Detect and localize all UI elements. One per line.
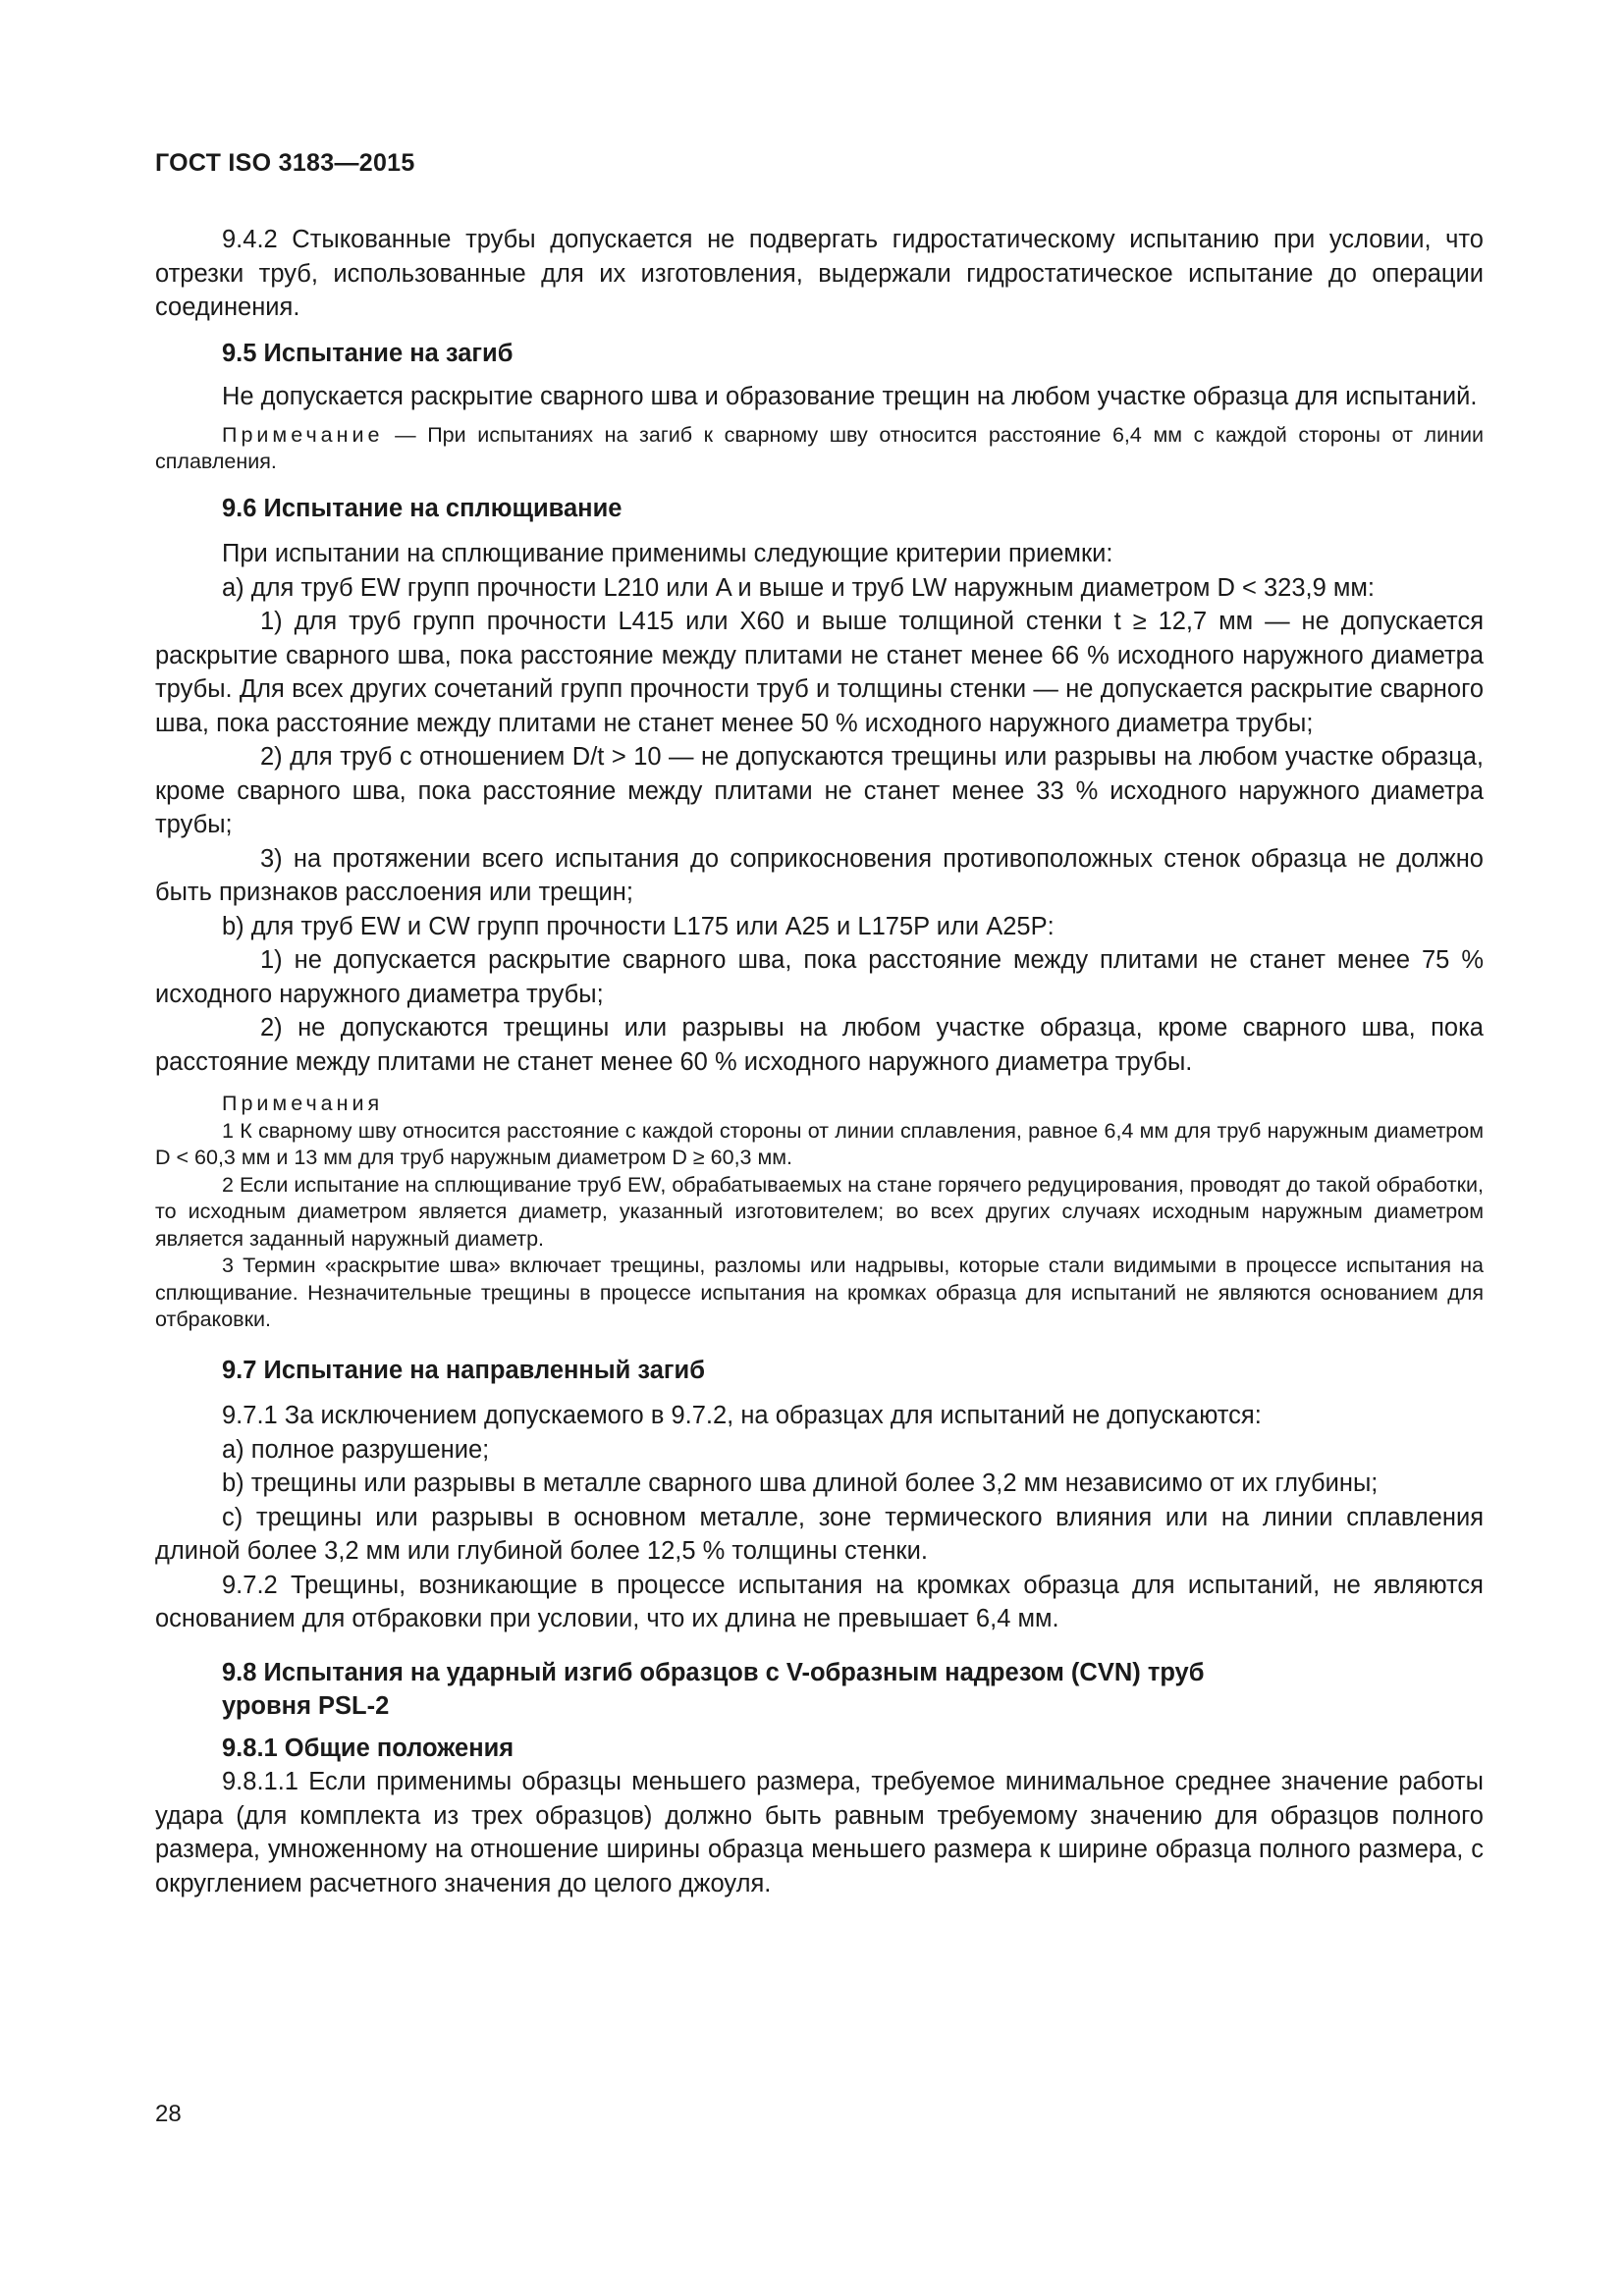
list-item-b1: 1) не допускается раскрытие сварного шва, пока расстояние между плитами не станет менее 75 % исходного наружного диаметра трубы;	[155, 946, 1484, 1008]
paragraph-9-4-2: 9.4.2 Стыкованные трубы допускается не подвергать гидростатическому испытанию при условии, что отрезки труб, использованные для их изготовления, выдержали гидростатическое испытание до операции соединения.	[155, 226, 1484, 321]
section-title-9-5: 9.5 Испытание на загиб	[222, 339, 514, 367]
note-label: Примечание	[222, 422, 384, 447]
list-item-b2: 2) не допускаются трещины или разрывы на любом участке образца, кроме сварного шва, пока расстояние между плитами не станет менее 60 % исходного наружного диаметра трубы.	[155, 1014, 1484, 1076]
note-2: 2 Если испытание на сплющивание труб EW, обрабатываемых на стане горячего редуцирования, проводят до такой обработки, то исходным диаметром является диаметр, указанный изготовителем; во всех других случаях исходным наружным диаметром является заданный наружный диаметр.	[155, 1172, 1484, 1251]
list-item-a1: 1) для труб групп прочности L415 или X60 и выше толщиной стенки t ≥ 12,7 мм — не допускается раскрытие сварного шва, пока расстояние между плитами не станет менее 66 % исходного наружного диаметра трубы. Для всех других сочетаний групп прочности труб и толщины стенки — не допускается раскрытие сварного шва, пока расстояние между плитами не станет менее 50 % исходного наружного диаметра трубы;	[155, 608, 1484, 737]
document-header: ГОСТ ISO 3183—2015	[155, 149, 415, 177]
paragraph-9-7-2: 9.7.2 Трещины, возникающие в процессе испытания на кромках образца для испытаний, не являются основанием для отбраковки при условии, что их длина не превышает 6,4 мм.	[155, 1571, 1484, 1632]
section-title-9-8: 9.8 Испытания на ударный изгиб образцов с V-образным надрезом (CVN) труб	[222, 1658, 1205, 1686]
paragraph-9-6-intro: При испытании на сплющивание применимы следующие критерии приемки:	[222, 540, 1113, 567]
paragraph-9-8-1-1: 9.8.1.1 Если применимы образцы меньшего размера, требуемое минимальное среднее значение работы удара (для комплекта из трех образцов) должно быть равным требуемому значению для образцов полного размера, умноженному на отношение ширины образца меньшего размера к ширине образца полного размера, с округлением расчетного значения до целого джоуля.	[155, 1768, 1484, 1897]
list-item-9-7-b: b) трещины или разрывы в металле сварного шва длиной более 3,2 мм независимо от их глубины;	[222, 1469, 1379, 1497]
subsection-title-9-8-1: 9.8.1 Общие положения	[222, 1734, 514, 1762]
section-title-9-7: 9.7 Испытание на направленный загиб	[222, 1356, 705, 1384]
document-body	[155, 223, 1484, 1900]
notes-9-6	[155, 1091, 1484, 1334]
note-9-5	[155, 422, 1484, 476]
list-item-9-7-a: a) полное разрушение;	[222, 1435, 490, 1464]
paragraph-9-5: Не допускается раскрытие сварного шва и образование трещин на любом участке образца для испытаний.	[222, 383, 1478, 410]
list-item-a2: 2) для труб с отношением D/t > 10 — не допускаются трещины или разрывы на любом участке образца, кроме сварного шва, пока расстояние между плитами не станет менее 33 % исходного наружного диаметра трубы;	[155, 743, 1484, 838]
list-item-a3: 3) на протяжении всего испытания до соприкосновения противоположных стенок образца не должно быть признаков расслоения или трещин;	[155, 844, 1484, 906]
note-text: — При испытаниях на загиб к сварному шву относится расстояние 6,4 мм с каждой стороны от линии сплавления.	[155, 422, 1484, 473]
list-item-9-7-c: c) трещины или разрывы в основном металле, зоне термического влияния или на линии сплавления длиной более 3,2 мм или глубиной более 12,5 % толщины стенки.	[155, 1503, 1484, 1565]
page-number: 28	[155, 2101, 182, 2127]
list-item-b: b) для труб EW и CW групп прочности L175 или A25 и L175P или A25P:	[222, 912, 1055, 940]
section-title-9-8-cont: уровня PSL-2	[222, 1692, 390, 1720]
list-item-a: a) для труб EW групп прочности L210 или A и выше и труб LW наружным диаметром D < 323,9 мм:	[222, 573, 1376, 602]
note-3: 3 Термин «раскрытие шва» включает трещины, разломы или надрывы, которые стали видимыми в процессе испытания на сплющивание. Незначительные трещины в процессе испытания на кромках образца для испытаний не являются основанием для отбраковки.	[155, 1254, 1484, 1331]
note-1: 1 К сварному шву относится расстояние с каждой стороны от линии сплавления, равное 6,4 мм для труб наружным диаметром D < 60,3 мм и 13 мм для труб наружным диаметром D ≥ 60,3 мм.	[155, 1118, 1484, 1169]
section-title-9-6: 9.6 Испытание на сплющивание	[222, 494, 623, 522]
paragraph-9-7-1: 9.7.1 За исключением допускаемого в 9.7.2, на образцах для испытаний не допускаются:	[222, 1402, 1262, 1429]
notes-label: Примечания	[222, 1092, 384, 1115]
